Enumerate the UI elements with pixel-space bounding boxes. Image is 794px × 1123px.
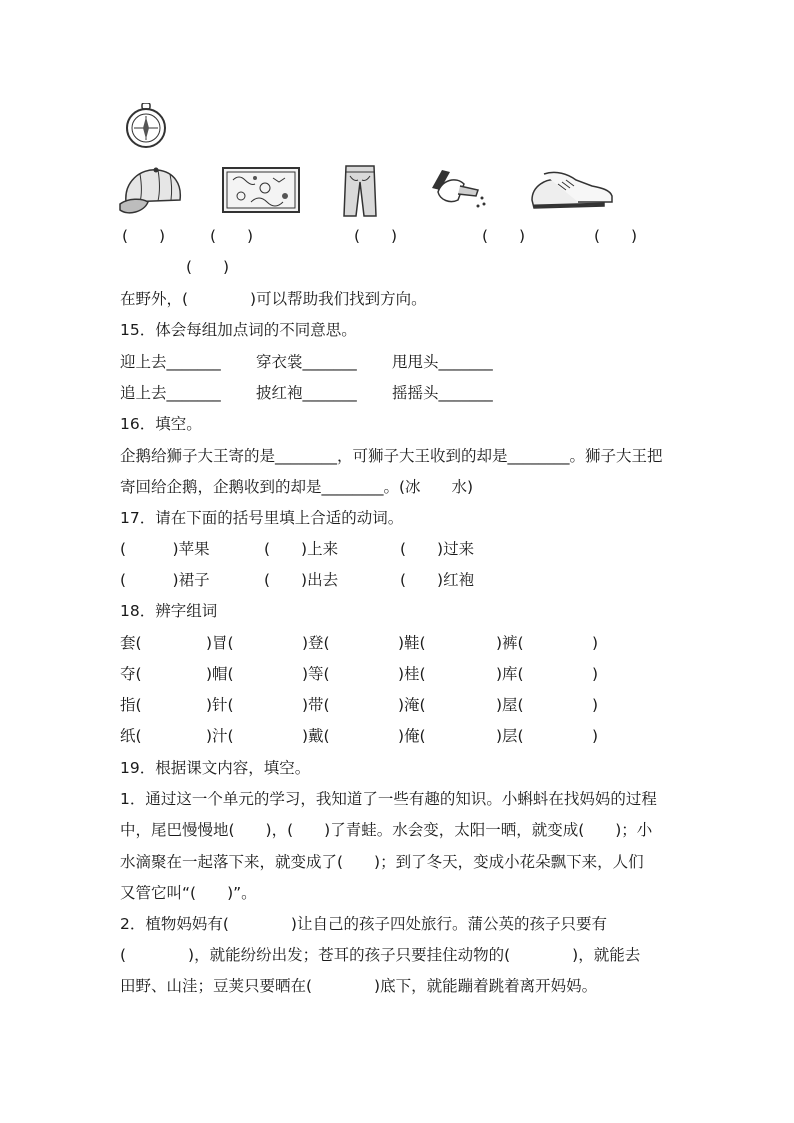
q17-item: ( )上来 xyxy=(264,540,339,558)
kettle-image xyxy=(428,166,490,212)
q15-item: 披红袍_______ xyxy=(256,384,357,402)
q15-item: 甩甩头_______ xyxy=(392,353,493,371)
compass-image xyxy=(124,103,168,149)
picture-answer-6: ( ) xyxy=(186,258,230,276)
watering-kettle-icon xyxy=(428,166,490,212)
cap-image xyxy=(118,166,186,216)
q18-cell: )鞋( xyxy=(398,634,426,652)
q15-item: 追上去_______ xyxy=(120,384,221,402)
q17-item: ( )出去 xyxy=(264,571,339,589)
q18-cell: 夺( xyxy=(120,665,142,683)
q18-cell: )层( xyxy=(496,727,524,745)
picture-answer-2: ( ) xyxy=(210,227,254,245)
q19-p2-line: 2．植物妈妈有( )让自己的孩子四处旅行。蒲公英的孩子只要有 xyxy=(120,915,607,933)
q17-title: 17．请在下面的括号里填上合适的动词。 xyxy=(120,509,404,527)
q18-cell: )淹( xyxy=(398,696,426,714)
q15-item: 摇摇头_______ xyxy=(392,384,493,402)
q18-cell: )桂( xyxy=(398,665,426,683)
q19-p1-line: 中，尾巴慢慢地( )，( )了青蛙。水会变，太阳一晒，就变成( )；小 xyxy=(120,821,653,839)
q18-cell: )冒( xyxy=(206,634,234,652)
q18-cell: )库( xyxy=(496,665,524,683)
q18-cell: ) xyxy=(592,696,599,714)
pants-image xyxy=(342,164,378,218)
q17-item: ( )苹果 xyxy=(120,540,210,558)
q19-p1-line: 水滴聚在一起落下来，就变成了( )；到了冬天，变成小花朵飘下来，人们 xyxy=(120,853,644,871)
q19-p1-line: 又管它叫“( )”。 xyxy=(120,884,257,902)
map-image xyxy=(221,166,301,214)
q17-item: ( )过来 xyxy=(400,540,475,558)
q16-line: 寄回给企鹅，企鹅收到的却是________。(冰 水) xyxy=(120,478,474,496)
q15-title: 15．体会每组加点词的不同意思。 xyxy=(120,321,357,339)
q18-cell: 套( xyxy=(120,634,142,652)
q18-cell: )裤( xyxy=(496,634,524,652)
q17-item: ( )裙子 xyxy=(120,571,210,589)
q18-cell: ) xyxy=(592,665,599,683)
q15-item: 穿衣裳_______ xyxy=(256,353,357,371)
q18-cell: )帽( xyxy=(206,665,234,683)
q18-cell: ) xyxy=(592,634,599,652)
picture-answer-4: ( ) xyxy=(482,227,526,245)
q15-item: 迎上去_______ xyxy=(120,353,221,371)
q18-cell: )屋( xyxy=(496,696,524,714)
pants-icon xyxy=(342,164,378,218)
q16-title: 16．填空。 xyxy=(120,415,202,433)
q18-cell: )汁( xyxy=(206,727,234,745)
shoes-image xyxy=(528,166,614,214)
q19-title: 19．根据课文内容，填空。 xyxy=(120,759,311,777)
q19-p2-line: 田野、山洼；豆荚只要晒在( )底下，就能蹦着跳着离开妈妈。 xyxy=(120,977,598,995)
q18-cell: )针( xyxy=(206,696,234,714)
q18-cell: )俺( xyxy=(398,727,426,745)
picture-answer-3: ( ) xyxy=(354,227,398,245)
q19-p2-line: ( )，就能纷纷出发；苍耳的孩子只要挂住动物的( )，就能去 xyxy=(120,946,641,964)
compass-icon xyxy=(124,103,168,149)
q14-sentence: 在野外，( )可以帮助我们找到方向。 xyxy=(120,290,427,308)
cap-icon xyxy=(118,166,186,216)
q16-line: 企鹅给狮子大王寄的是________，可狮子大王收到的却是________。狮子大王把 xyxy=(120,447,663,465)
q18-cell: )等( xyxy=(302,665,330,683)
q17-item: ( )红袍 xyxy=(400,571,475,589)
q18-cell: ) xyxy=(592,727,599,745)
picture-answer-5: ( ) xyxy=(594,227,638,245)
q18-cell: 指( xyxy=(120,696,142,714)
q18-cell: 纸( xyxy=(120,727,142,745)
q19-p1-line: 1．通过这一个单元的学习，我知道了一些有趣的知识。小蝌蚪在找妈妈的过程 xyxy=(120,790,657,808)
sneakers-icon xyxy=(528,166,614,214)
map-icon xyxy=(221,166,301,214)
q18-title: 18．辨字组词 xyxy=(120,602,218,620)
q18-cell: )登( xyxy=(302,634,330,652)
q18-cell: )带( xyxy=(302,696,330,714)
q18-cell: )戴( xyxy=(302,727,330,745)
picture-answer-1: ( ) xyxy=(122,227,166,245)
